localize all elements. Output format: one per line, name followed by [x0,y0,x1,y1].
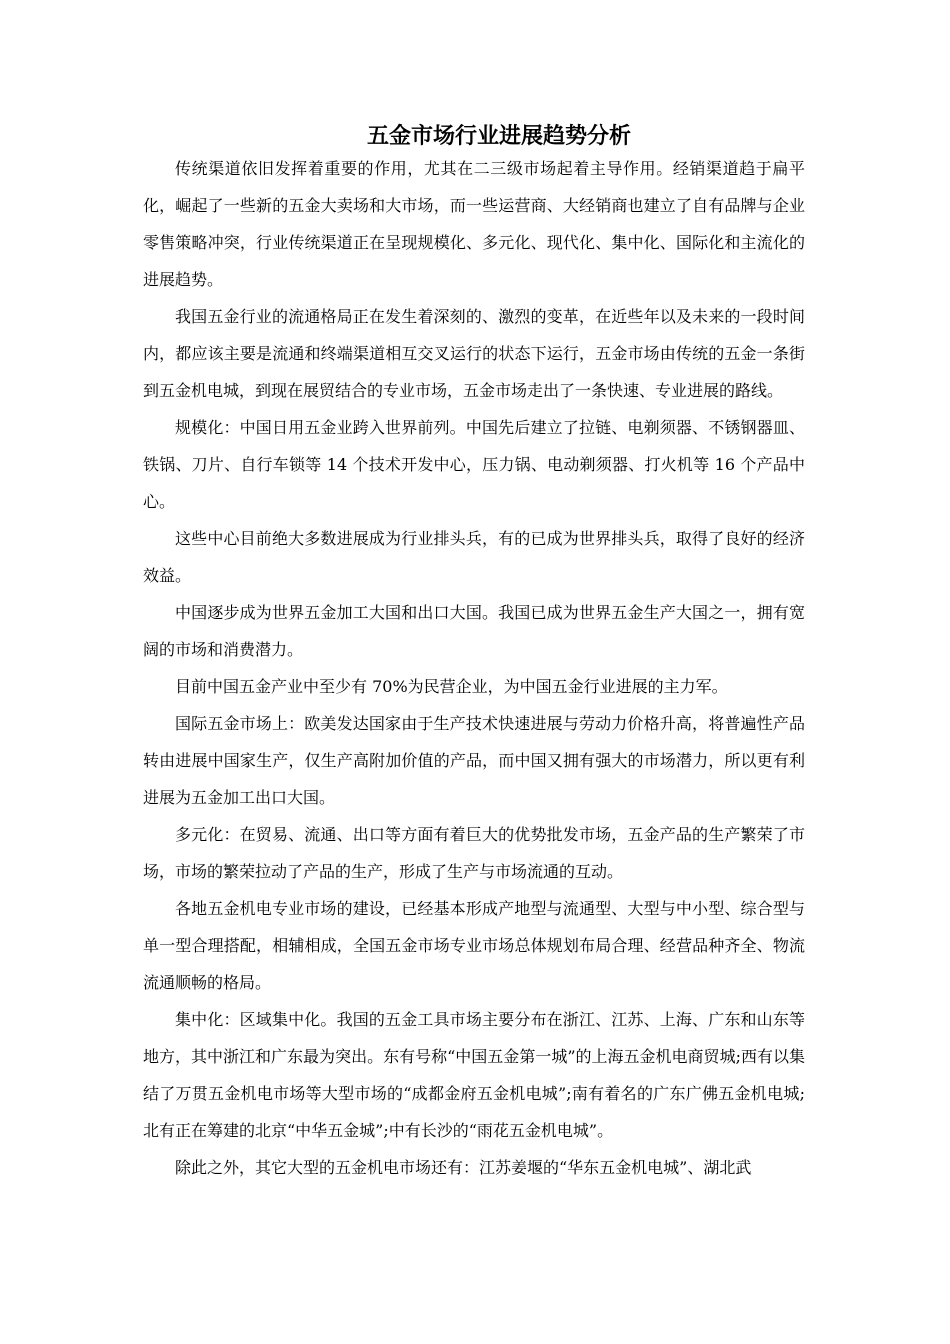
paragraph: 除此之外，其它大型的五金机电市场还有：江苏姜堰的“华东五金机电城”、湖北武 [175,1158,752,1177]
paragraph: 目前中国五金产业中至少有 70%为民营企业，为中国五金行业进展的主力军。 [175,677,728,696]
paragraph: 这些中心目前绝大多数进展成为行业排头兵，有的已成为世界排头兵，取得了良好的经济效益。 [143,529,805,585]
paragraph: 集中化：区域集中化。我国的五金工具市场主要分布在浙江、江苏、上海、广东和山东等地方，其中浙江和广东最为突出。东有号称“中国五金第一城”的上海五金机电商贸城;西有以集结了万贯五金机电市场等大型市场的“成都金府五金机电城”;南有着名的广东广佛五金机电城;北有正在筹建的北京“中华五金城”;中有长沙的“雨花五金机电城”。 [143,1010,805,1140]
paragraph: 规模化：中国日用五金业跨入世界前列。中国先后建立了拉链、电剃须器、不锈钢器皿、铁锅、刀片、自行车锁等 14 个技术开发中心，压力锅、电动剃须器、打火机等 16 个产品中心。 [143,418,805,511]
paragraph: 中国逐步成为世界五金加工大国和出口大国。我国已成为世界五金生产大国之一，拥有宽阔的市场和消费潜力。 [143,603,805,659]
document-title: 五金市场行业进展趋势分析 [366,123,631,149]
paragraph: 我国五金行业的流通格局正在发生着深刻的、激烈的变革，在近些年以及未来的一段时间内，都应该主要是流通和终端渠道相互交叉运行的状态下运行，五金市场由传统的五金一条街到五金机电城，到现在展贸结合的专业市场，五金市场走出了一条快速、专业进展的路线。 [143,307,805,400]
paragraph: 传统渠道依旧发挥着重要的作用，尤其在二三级市场起着主导作用。经销渠道趋于扁平化，崛起了一些新的五金大卖场和大市场，而一些运营商、大经销商也建立了自有品牌与企业零售策略冲突，行业传统渠道正在呈现规模化、多元化、现代化、集中化、国际化和主流化的进展趋势。 [143,159,805,289]
document-body [143,150,805,1186]
paragraph: 国际五金市场上：欧美发达国家由于生产技术快速进展与劳动力价格升高，将普遍性产品转由进展中国家生产，仅生产高附加价值的产品，而中国又拥有强大的市场潜力，所以更有利进展为五金加工出口大国。 [143,714,805,807]
paragraph: 多元化：在贸易、流通、出口等方面有着巨大的优势批发市场，五金产品的生产繁荣了市场，市场的繁荣拉动了产品的生产，形成了生产与市场流通的互动。 [143,825,805,881]
paragraph: 各地五金机电专业市场的建设，已经基本形成产地型与流通型、大型与中小型、综合型与单一型合理搭配，相辅相成，全国五金市场专业市场总体规划布局合理、经营品种齐全、物流流通顺畅的格局。 [143,899,805,992]
